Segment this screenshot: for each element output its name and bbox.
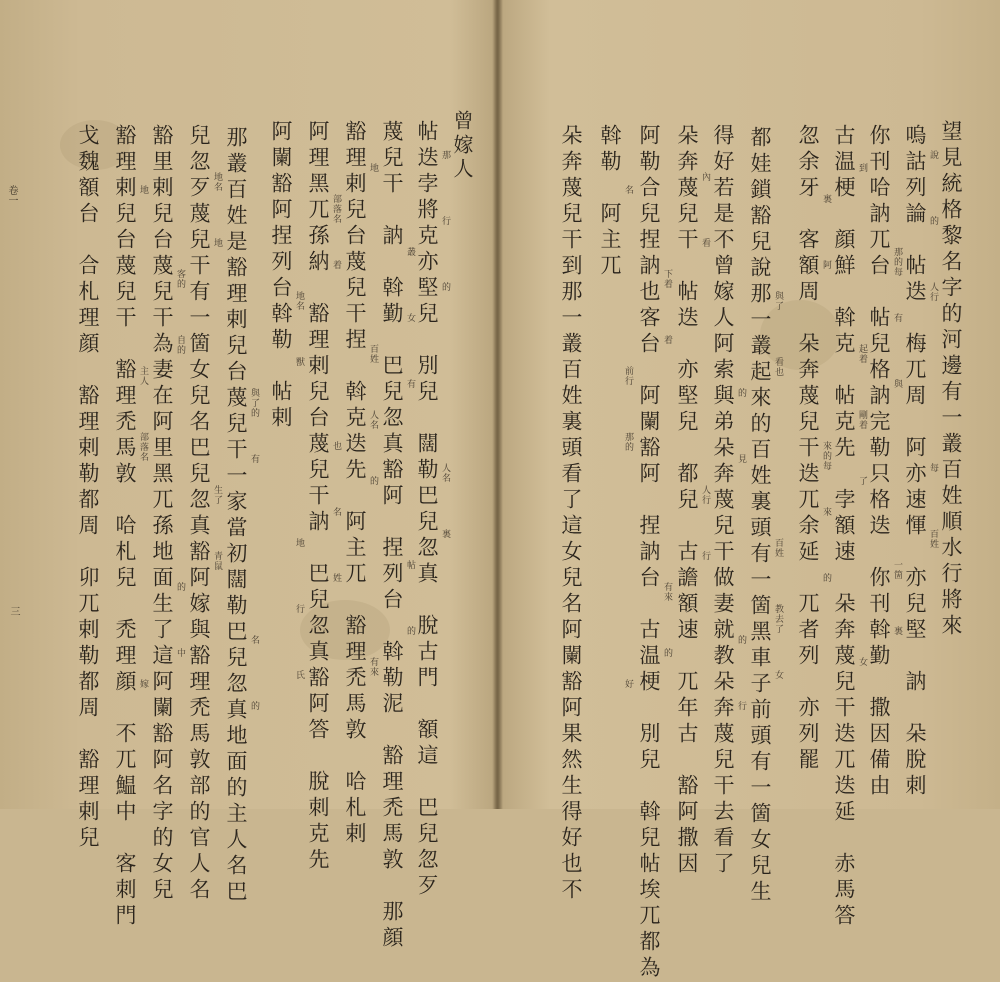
- text-column: 兒忽歹蔑兒干有一箇女兒名巴兒忽真豁阿嫁與豁理禿馬敦部的官人名: [187, 124, 211, 904]
- page-number: 三: [8, 606, 19, 616]
- interlinear-gloss: 地: [368, 163, 378, 173]
- interlinear-gloss: 着: [331, 260, 341, 270]
- interlinear-gloss: 地: [212, 238, 222, 248]
- text-column: 帖迭孛將克亦堅兒 別兒 闊勒巴兒忽真 脫古門 額這 巴兒忽歹: [415, 120, 439, 900]
- interlinear-gloss: 地名: [212, 172, 222, 192]
- interlinear-gloss: 的: [928, 216, 938, 226]
- text-column: 嗚詁列論 帖迭 梅兀周 阿亦速惲 亦兒堅 訥 朵脫刺: [903, 124, 927, 800]
- interlinear-gloss: 那: [440, 150, 450, 160]
- interlinear-gloss: 的: [736, 635, 746, 645]
- interlinear-gloss: 人行: [700, 485, 710, 505]
- interlinear-gloss: 的: [368, 476, 378, 486]
- interlinear-gloss: 生了: [212, 485, 222, 505]
- text-column: 阿闌豁阿捏列台斡勒 帖剌: [269, 120, 293, 432]
- interlinear-gloss: 一箇: [892, 560, 902, 580]
- interlinear-gloss: 行: [700, 551, 710, 561]
- interlinear-gloss: 的: [821, 573, 831, 583]
- interlinear-gloss: 內: [700, 172, 710, 182]
- text-column: 豁理剌兒台蔑兒干捏 斡克迭先 阿主兀 豁理禿馬敦 哈札剌: [343, 120, 367, 848]
- text-column: 古温梗 顔鮮 斡克 帖克先 孛額速 朵奔蔑兒干迭兀迭延 赤馬答: [832, 124, 856, 930]
- interlinear-gloss: 百姓: [773, 538, 783, 558]
- interlinear-gloss: 裏: [821, 194, 831, 204]
- interlinear-gloss: 起着: [857, 344, 867, 364]
- interlinear-gloss: 部落名: [138, 432, 148, 462]
- interlinear-gloss: 自的: [175, 335, 185, 355]
- interlinear-gloss: 的: [249, 701, 259, 711]
- text-column: 都娃鎖豁兒說那一叢起來的百姓裏頭有一箇黑車子前頭有一箇女兒生: [748, 126, 772, 906]
- interlinear-gloss: 名: [249, 635, 259, 645]
- interlinear-gloss: 來的每: [821, 441, 831, 471]
- interlinear-gloss: 每: [928, 463, 938, 473]
- interlinear-gloss: 與了的: [249, 388, 259, 418]
- interlinear-gloss: 前行: [623, 366, 633, 386]
- text-column: 得好若是不曾嫁人阿索與弟朵奔蔑兒干做妻就教朵奔蔑兒干去看了: [711, 124, 735, 878]
- interlinear-gloss: 青鼠: [212, 551, 222, 571]
- text-column: 阿理黑兀孫納 豁理剌兒台蔑兒干訥 巴兒忽真豁阿答 脫刺克先: [306, 120, 330, 874]
- text-column: 阿勒合兒捏訥也客台 阿闌豁阿 捏訥台 古温梗 別兒 斡兒帖埃兀都為: [637, 124, 661, 982]
- interlinear-gloss: 百姓: [928, 529, 938, 549]
- text-column: 戈魏額台 合札理顔 豁理剌勒都周 卯兀剌勒都周 豁理剌兒: [76, 124, 100, 852]
- interlinear-gloss: 的: [736, 388, 746, 398]
- interlinear-gloss: 女: [857, 657, 867, 667]
- interlinear-gloss: 那的: [623, 432, 633, 452]
- text-column: 那叢百姓是豁理剌兒台蔑兒干一家當初闊勒巴兒忽真地面的主人名巴: [224, 126, 248, 906]
- text-column: 豁里剌兒台蔑兒干為妻在阿里黑兀孫地面生了這阿闌豁阿名字的女兒: [150, 124, 174, 904]
- interlinear-gloss: 地名: [294, 291, 304, 311]
- interlinear-gloss: 獸: [294, 357, 304, 367]
- text-column: 忽余牙 客額周 朵奔蔑兒干迭兀余延 兀者列 亦列罷: [796, 124, 820, 774]
- interlinear-gloss: 名: [623, 185, 633, 195]
- interlinear-gloss: 有: [405, 379, 415, 389]
- interlinear-gloss: 的: [662, 648, 672, 658]
- interlinear-gloss: 與: [892, 379, 902, 389]
- left-page: [0, 0, 496, 952]
- interlinear-gloss: 有來: [662, 582, 672, 602]
- interlinear-gloss: 的: [405, 626, 415, 636]
- interlinear-gloss: 地: [294, 538, 304, 548]
- interlinear-gloss: 客的: [175, 269, 185, 289]
- volume-label: 卷一: [6, 185, 17, 205]
- text-column: 朵奔蔑兒干到那一叢百姓裏頭看了這女兒名阿闌豁阿果然生得好也不: [559, 124, 583, 904]
- interlinear-gloss: 人名: [440, 463, 450, 483]
- text-column: 望見統格黎名字的河邊有一叢百姓順水行將來: [939, 120, 963, 640]
- text-column: 朵奔蔑兒干 帖迭 亦堅兒 都兒 古譫額速 兀年古 豁阿撒因: [675, 124, 699, 878]
- interlinear-gloss: 主人: [138, 366, 148, 386]
- interlinear-gloss: 名: [331, 507, 341, 517]
- interlinear-gloss: 到: [857, 163, 867, 173]
- interlinear-gloss: 的: [440, 282, 450, 292]
- interlinear-gloss: 行: [736, 701, 746, 711]
- interlinear-gloss: 剛着: [857, 410, 867, 430]
- text-column: 你刊哈訥兀台 帖兒格訥完勒只格迭 你刊斡勤 撒因備由: [867, 124, 891, 800]
- interlinear-gloss: 人行: [928, 282, 938, 302]
- interlinear-gloss: 地: [138, 185, 148, 195]
- interlinear-gloss: 帖: [405, 560, 415, 570]
- interlinear-gloss: 來: [821, 507, 831, 517]
- interlinear-gloss: 下着: [662, 269, 672, 289]
- section-heading: 曾嫁人: [450, 110, 474, 182]
- interlinear-gloss: 說: [928, 150, 938, 160]
- interlinear-gloss: 有: [892, 313, 902, 323]
- interlinear-gloss: 的: [175, 582, 185, 592]
- interlinear-gloss: 部落名: [331, 194, 341, 224]
- interlinear-gloss: 中: [175, 648, 185, 658]
- interlinear-gloss: 行: [440, 216, 450, 226]
- interlinear-gloss: 着: [662, 335, 672, 345]
- interlinear-gloss: 與了: [773, 291, 783, 311]
- text-column: 蔑兒干 訥 斡勤 巴兒忽真豁阿 捏列台 斡勒泥 豁理禿馬敦 那顔: [380, 120, 404, 952]
- interlinear-gloss: 裏: [892, 626, 902, 636]
- interlinear-gloss: 見: [736, 454, 746, 464]
- interlinear-gloss: 行: [294, 604, 304, 614]
- interlinear-gloss: 百姓: [368, 344, 378, 364]
- text-column: 豁理剌兒台蔑兒干 豁理禿馬敦 哈札兒 禿理顔 不兀鰛中 客刺門: [113, 124, 137, 930]
- interlinear-gloss: 有: [249, 454, 259, 464]
- interlinear-gloss: 看也: [773, 357, 783, 377]
- interlinear-gloss: 了: [857, 476, 867, 486]
- interlinear-gloss: 教去了: [773, 604, 783, 634]
- interlinear-gloss: 氏: [294, 670, 304, 680]
- interlinear-gloss: 好: [623, 679, 633, 689]
- interlinear-gloss: 也: [331, 441, 341, 451]
- interlinear-gloss: 姓: [331, 573, 341, 583]
- interlinear-gloss: 裏: [440, 529, 450, 539]
- interlinear-gloss: 看: [700, 238, 710, 248]
- interlinear-gloss: 女: [405, 313, 415, 323]
- interlinear-gloss: 嫁: [138, 679, 148, 689]
- right-page: [502, 0, 1000, 982]
- interlinear-gloss: 女: [773, 670, 783, 680]
- interlinear-gloss: 那的每: [892, 247, 902, 277]
- interlinear-gloss: 叢: [405, 247, 415, 257]
- text-column: 斡勒 阿主兀: [598, 124, 622, 280]
- interlinear-gloss: 人名: [368, 410, 378, 430]
- interlinear-gloss: 阿: [821, 260, 831, 270]
- interlinear-gloss: 有來: [368, 657, 378, 677]
